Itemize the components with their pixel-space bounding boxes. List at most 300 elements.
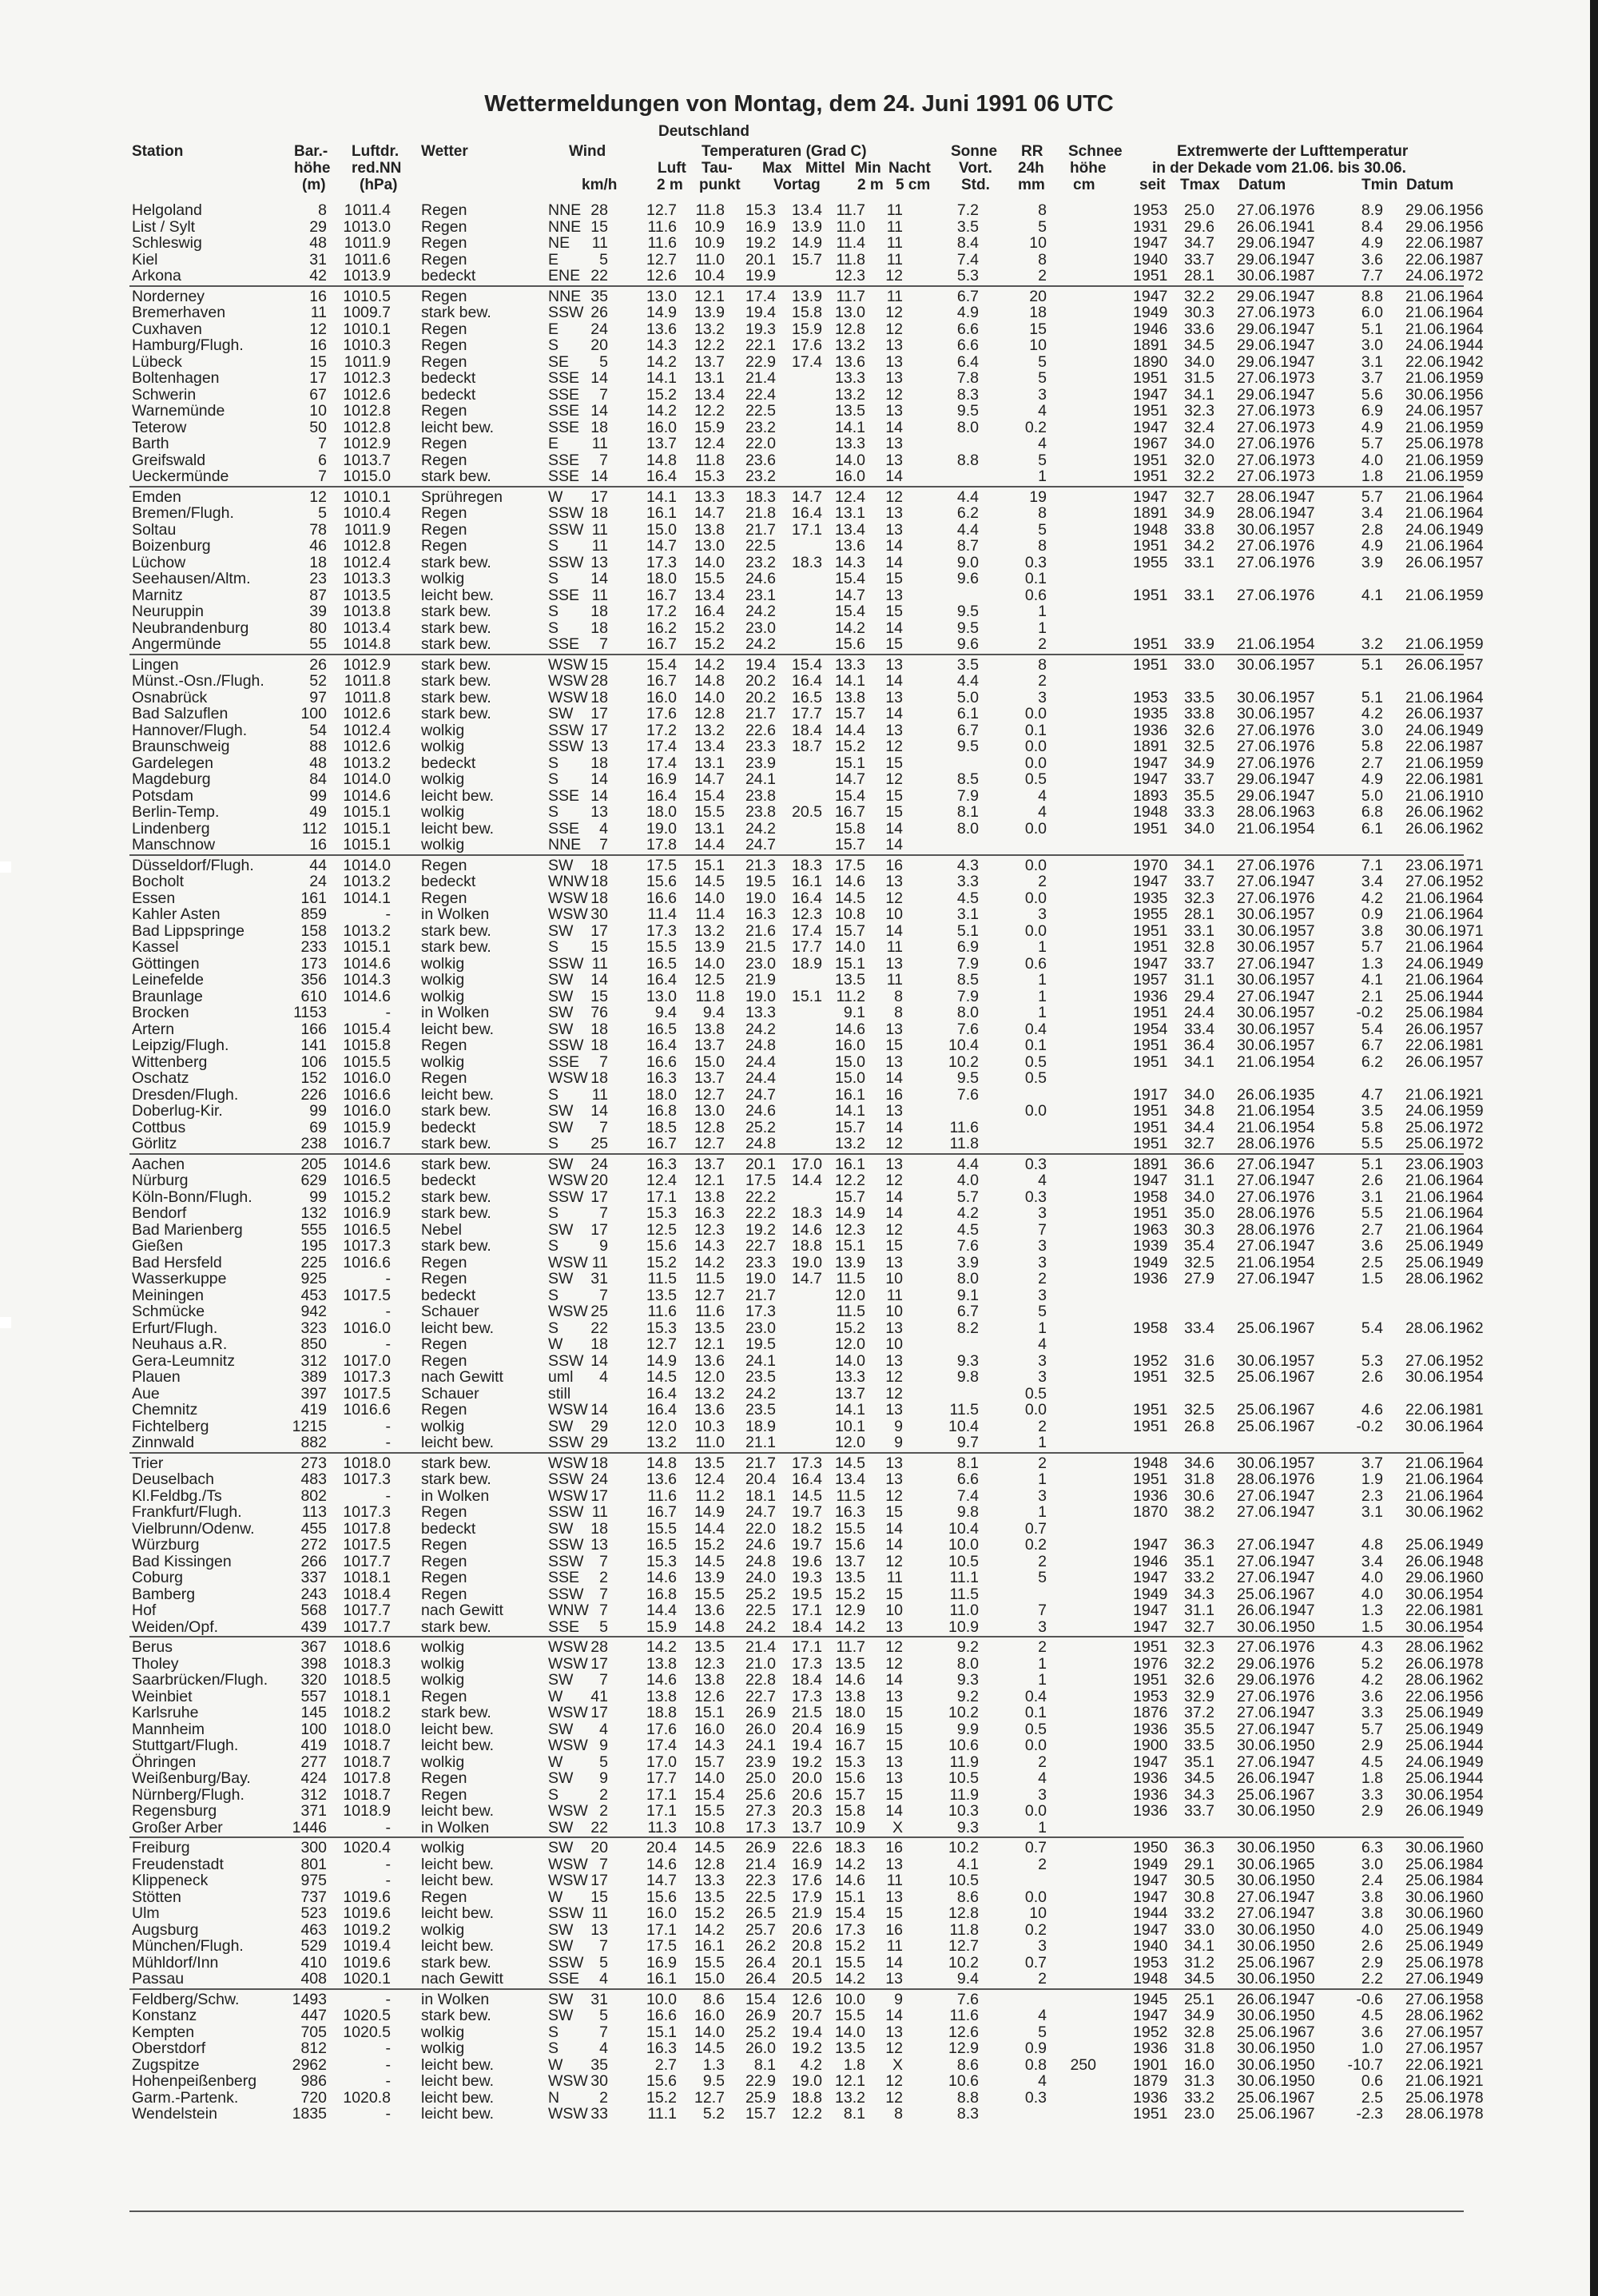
cell-luftdruck: 1019.4 — [343, 1937, 391, 1955]
cell-tmin: 4.0 — [1361, 1569, 1383, 1586]
cell-wind-dir: SW — [548, 2007, 574, 2024]
cell-nacht: 13 — [885, 1454, 903, 1472]
cell-luft: 14.8 — [646, 1454, 677, 1472]
cell-sonne: 11.6 — [949, 2007, 979, 2024]
cell-station: Deuselbach — [132, 1470, 214, 1488]
cell-wind-dir: SW — [548, 971, 574, 989]
cell-datum-max: 25.06.1967 — [1237, 1785, 1315, 1804]
cell-wind-kmh: 17 — [590, 1872, 608, 1889]
cell-max-vortag: 26.0 — [745, 2039, 776, 2057]
cell-wind-kmh: 17 — [590, 1704, 608, 1721]
cell-station: Manschnow — [132, 836, 216, 854]
cell-max-vortag: 13.3 — [745, 1004, 776, 1021]
cell-luft: 14.2 — [646, 352, 677, 371]
cell-seit: 1951 — [1133, 402, 1168, 420]
cell-tmax: 34.0 — [1184, 352, 1214, 371]
cell-max-vortag: 21.7 — [745, 705, 776, 722]
cell-nacht: 12 — [885, 1172, 903, 1189]
cell-luft: 16.7 — [646, 1503, 677, 1521]
cell-rr: 0.7 — [1024, 1839, 1047, 1856]
cell-min: 11.5 — [836, 1486, 865, 1505]
cell-nacht: 8 — [894, 1004, 903, 1021]
cell-wind-kmh: 9 — [599, 1737, 608, 1754]
cell-tmin: 2.7 — [1361, 1220, 1383, 1239]
cell-wind-dir: WSW — [548, 1704, 588, 1721]
cell-luftdruck: 1010.3 — [343, 336, 391, 354]
cell-datum-max: 29.06.1976 — [1237, 1654, 1315, 1673]
cell-wind-dir: WSW — [548, 1253, 588, 1271]
cell-seit: 1953 — [1133, 688, 1168, 706]
cell-tmin: 4.3 — [1361, 1638, 1383, 1656]
cell-taupunkt: 9.5 — [702, 2072, 725, 2090]
cell-wind-dir: SSW — [548, 1434, 584, 1451]
cell-bar-hoehe: 7 — [318, 468, 327, 485]
table-row — [0, 1353, 1590, 1369]
cell-sonne: 3.9 — [956, 1253, 979, 1271]
cell-taupunkt: 13.1 — [694, 754, 725, 772]
cell-wind-dir: S — [548, 2039, 559, 2057]
cell-wind-kmh: 15 — [590, 655, 608, 674]
cell-luftdruck: 1015.2 — [343, 1188, 391, 1206]
cell-datum-max: 30.06.1987 — [1237, 267, 1315, 285]
cell-taupunkt: 14.0 — [694, 1769, 725, 1787]
cell-wind-dir: SW — [548, 1220, 574, 1239]
cell-taupunkt: 13.5 — [694, 1638, 725, 1656]
cell-tmax: 31.8 — [1184, 1470, 1214, 1488]
cell-tmax: 32.3 — [1184, 889, 1214, 907]
group-separator — [129, 285, 1464, 287]
cell-seit: 1935 — [1133, 705, 1168, 722]
cell-min: 8.1 — [843, 2105, 865, 2123]
cell-rr: 0.0 — [1024, 1401, 1047, 1419]
cell-luft: 14.8 — [646, 451, 677, 469]
col-min-2: 2 m — [857, 177, 884, 193]
cell-sonne: 9.2 — [956, 1687, 979, 1705]
cell-wetter: wolkig — [421, 1671, 465, 1689]
cell-max-vortag: 26.4 — [745, 1970, 776, 1988]
table-row — [0, 873, 1590, 889]
cell-tmax: 33.3 — [1184, 803, 1214, 821]
cell-tmax: 34.3 — [1184, 1785, 1214, 1804]
cell-station: Mühldorf/Inn — [132, 1953, 219, 1972]
col-luft: Luft — [658, 160, 686, 177]
cell-seit: 1947 — [1133, 1569, 1168, 1586]
cell-datum-min: 30.06.1954 — [1405, 1618, 1484, 1636]
cell-taupunkt: 14.0 — [694, 954, 725, 973]
cell-bar-hoehe: 225 — [300, 1253, 327, 1271]
table-row — [0, 1840, 1590, 1856]
cell-nacht: 15 — [885, 1503, 903, 1521]
cell-bar-hoehe: 67 — [309, 385, 327, 404]
cell-sonne: 8.7 — [956, 537, 979, 555]
cell-wetter: wolkig — [421, 2039, 465, 2057]
cell-tmin: 3.8 — [1361, 1904, 1383, 1922]
cell-datum-min: 27.06.1952 — [1405, 873, 1484, 890]
cell-station: Cottbus — [132, 1118, 186, 1136]
cell-tmax: 32.6 — [1184, 721, 1214, 739]
cell-max-vortag: 21.3 — [745, 856, 776, 874]
cell-luft: 18.0 — [646, 803, 677, 821]
cell-wetter: stark bew. — [421, 1618, 491, 1636]
cell-wind-dir: S — [548, 1785, 559, 1804]
cell-bar-hoehe: 29 — [309, 217, 327, 236]
cell-luftdruck: 1014.6 — [343, 786, 391, 805]
cell-tmax: 36.6 — [1184, 1155, 1214, 1173]
cell-taupunkt: 15.4 — [694, 1785, 725, 1804]
cell-max-vortag: 22.5 — [745, 537, 776, 555]
table-row — [0, 1172, 1590, 1188]
cell-tmax: 32.0 — [1184, 451, 1214, 469]
cell-tmin: 2.7 — [1361, 754, 1383, 772]
cell-luft: 16.5 — [646, 1020, 677, 1038]
cell-tmin: 4.9 — [1361, 418, 1383, 436]
cell-tmin: 5.7 — [1361, 487, 1383, 506]
cell-taupunkt: 14.8 — [694, 1618, 725, 1636]
cell-datum-max: 27.06.1976 — [1237, 553, 1315, 571]
cell-wind-dir: SSW — [548, 1037, 584, 1054]
cell-sonne: 12.9 — [948, 2039, 979, 2057]
cell-mittel: 18.2 — [792, 1519, 822, 1538]
cell-rr: 0.0 — [1024, 819, 1047, 838]
cell-wind-dir: S — [548, 803, 559, 821]
group-separator — [129, 1636, 1464, 1637]
cell-bar-hoehe: 312 — [300, 1785, 327, 1804]
col-seit: seit — [1139, 177, 1166, 193]
table-row — [0, 468, 1590, 484]
cell-tmax: 32.5 — [1184, 1401, 1214, 1419]
cell-rr: 3 — [1038, 1351, 1047, 1370]
table-row — [0, 1103, 1590, 1119]
cell-rr: 3 — [1038, 1785, 1047, 1804]
table-row — [0, 1054, 1590, 1070]
cell-seit: 1963 — [1133, 1220, 1168, 1239]
cell-tmin: 4.0 — [1361, 451, 1383, 469]
cell-datum-min: 30.06.1954 — [1405, 1785, 1484, 1804]
col-wetter: Wetter — [421, 143, 468, 160]
cell-wetter: stark bew. — [421, 921, 491, 940]
cell-tmax: 26.8 — [1184, 1417, 1214, 1435]
cell-tmax: 32.8 — [1184, 2023, 1214, 2041]
cell-datum-max: 29.06.1947 — [1237, 786, 1315, 805]
cell-max-vortag: 24.2 — [745, 819, 776, 838]
cell-rr: 3 — [1038, 1368, 1047, 1386]
cell-wind-kmh: 14 — [590, 971, 608, 989]
cell-nacht: 15 — [885, 803, 903, 821]
cell-datum-max: 27.06.1947 — [1237, 1536, 1315, 1554]
cell-nacht: 14 — [885, 468, 903, 485]
cell-tmin: 3.4 — [1361, 873, 1383, 890]
cell-datum-max: 27.06.1947 — [1237, 873, 1315, 890]
cell-wind-kmh: 11 — [591, 234, 608, 252]
cell-tmax: 34.5 — [1184, 1769, 1214, 1787]
cell-luftdruck: 1018.4 — [343, 1585, 391, 1603]
cell-tmax: 33.1 — [1184, 586, 1214, 604]
cell-wind-dir: SW — [548, 1519, 574, 1538]
cell-wind-dir: S — [548, 570, 559, 587]
cell-bar-hoehe: 272 — [300, 1536, 327, 1554]
cell-station: Boizenburg — [132, 537, 211, 555]
table-row — [0, 1705, 1590, 1721]
cell-station: Frankfurt/Flugh. — [132, 1503, 242, 1521]
cell-rr: 0.9 — [1024, 2039, 1047, 2057]
cell-max-vortag: 25.2 — [745, 2023, 776, 2041]
cell-taupunkt: 5.2 — [702, 2105, 725, 2123]
cell-wetter: leicht bew. — [421, 586, 495, 604]
table-row — [0, 673, 1590, 689]
cell-nacht: 15 — [885, 1737, 903, 1754]
cell-datum-max: 29.06.1947 — [1237, 770, 1315, 788]
cell-max-vortag: 24.4 — [745, 1052, 776, 1071]
cell-max-vortag: 23.9 — [745, 1753, 776, 1771]
cell-wind-kmh: 18 — [590, 418, 608, 436]
cell-mittel: 18.7 — [792, 738, 822, 755]
cell-datum-min: 21.06.1921 — [1405, 1085, 1484, 1104]
cell-luftdruck: 1016.9 — [343, 1204, 391, 1222]
cell-bar-hoehe: 568 — [300, 1602, 327, 1619]
cell-max-vortag: 21.6 — [745, 921, 776, 940]
cell-mittel: 14.9 — [792, 234, 822, 252]
cell-luftdruck: 1011.8 — [344, 672, 391, 690]
cell-tmax: 25.0 — [1184, 201, 1214, 219]
cell-max-vortag: 20.2 — [745, 672, 776, 690]
cell-datum-max: 30.06.1950 — [1237, 1618, 1315, 1636]
cell-tmin: 3.4 — [1361, 504, 1383, 522]
cell-min: 14.5 — [835, 889, 865, 907]
cell-rr: 8 — [1038, 250, 1047, 269]
cell-datum-max: 27.06.1947 — [1237, 1486, 1315, 1505]
cell-tmax: 32.5 — [1184, 1253, 1214, 1271]
cell-max-vortag: 24.7 — [745, 1085, 776, 1104]
cell-station: Kassel — [132, 938, 179, 956]
cell-nacht: 15 — [885, 1904, 903, 1922]
cell-datum-min: 24.06.1972 — [1405, 267, 1484, 285]
cell-wind-kmh: 11 — [591, 1503, 608, 1521]
cell-bar-hoehe: 24 — [309, 873, 327, 890]
cell-mittel: 17.7 — [792, 938, 822, 956]
cell-max-vortag: 24.8 — [745, 1552, 776, 1570]
cell-wind-dir: WSW — [548, 889, 588, 907]
cell-bar-hoehe: 152 — [300, 1069, 327, 1087]
cell-min: 12.9 — [835, 1602, 865, 1619]
cell-bar-hoehe: 54 — [309, 721, 327, 739]
cell-wetter: leicht bew. — [421, 1020, 495, 1038]
cell-sonne: 8.5 — [956, 770, 979, 788]
cell-luftdruck: 1014.6 — [343, 987, 391, 1005]
cell-wind-kmh: 7 — [599, 1671, 608, 1689]
cell-luftdruck: 1014.0 — [343, 856, 391, 874]
cell-tmax: 36.4 — [1184, 1037, 1214, 1054]
cell-taupunkt: 13.8 — [694, 1020, 725, 1038]
cell-luftdruck: 1015.1 — [343, 938, 391, 956]
cell-min: 14.2 — [835, 619, 865, 637]
cell-taupunkt: 13.4 — [694, 738, 725, 755]
cell-station: Wendelstein — [132, 2105, 217, 2123]
cell-tmin: 7.1 — [1361, 856, 1383, 874]
cell-luft: 16.3 — [646, 1069, 677, 1087]
cell-wind-kmh: 17 — [590, 705, 608, 722]
cell-luft: 16.4 — [646, 468, 677, 485]
cell-wind-kmh: 5 — [599, 250, 608, 269]
cell-max-vortag: 18.9 — [745, 1417, 776, 1435]
cell-min: 10.9 — [835, 1818, 865, 1836]
cell-seit: 1951 — [1133, 537, 1168, 555]
cell-max-vortag: 21.7 — [745, 1286, 776, 1304]
cell-station: Greifswald — [132, 451, 206, 469]
cell-mittel: 20.5 — [792, 803, 822, 821]
cell-datum-min: 30.06.1960 — [1405, 1839, 1484, 1856]
cell-seit: 1936 — [1133, 1270, 1168, 1287]
cell-max-vortag: 22.0 — [745, 435, 776, 452]
cell-rr: 4 — [1038, 2072, 1047, 2090]
cell-seit: 1936 — [1133, 1720, 1168, 1738]
cell-luftdruck: - — [385, 1335, 391, 1353]
cell-luft: 17.3 — [646, 921, 677, 940]
cell-seit: 1967 — [1133, 435, 1168, 452]
cell-luft: 16.0 — [646, 1904, 677, 1922]
col-vortag: Vortag — [773, 177, 821, 193]
table-row — [0, 1820, 1590, 1836]
cell-min: 13.8 — [835, 1687, 865, 1705]
cell-luft: 18.8 — [646, 1704, 677, 1721]
cell-wind-dir: SSW — [548, 1904, 584, 1922]
cell-bar-hoehe: 15 — [309, 352, 327, 371]
cell-nacht: 14 — [885, 1671, 903, 1689]
cell-tmin: 2.9 — [1361, 1737, 1383, 1754]
cell-min: 15.3 — [835, 1753, 865, 1771]
cell-taupunkt: 12.7 — [694, 1085, 725, 1104]
cell-nacht: 13 — [885, 1618, 903, 1636]
cell-wetter: leicht bew. — [421, 1085, 495, 1104]
cell-datum-min: 25.06.1978 — [1405, 435, 1484, 452]
cell-tmin: 1.5 — [1361, 1270, 1383, 1287]
cell-station: Cuxhaven — [132, 320, 202, 338]
cell-sonne: 10.5 — [948, 1769, 979, 1787]
table-row — [0, 1455, 1590, 1471]
col-nacht-2: 5 cm — [896, 177, 931, 193]
cell-tmax: 16.0 — [1184, 2055, 1214, 2074]
cell-datum-max: 27.06.1976 — [1237, 1188, 1315, 1206]
cell-bar-hoehe: 463 — [300, 1920, 327, 1939]
page-title: Wettermeldungen von Montag, dem 24. Juni 1991 06 UTC — [484, 91, 1114, 117]
col-schnee-3: cm — [1073, 177, 1095, 193]
table-row — [0, 1856, 1590, 1872]
cell-max-vortag: 26.0 — [745, 1720, 776, 1738]
cell-bar-hoehe: 397 — [300, 1384, 327, 1403]
cell-wind-dir: W — [548, 1687, 563, 1705]
cell-wetter: leicht bew. — [421, 786, 495, 805]
cell-datum-min: 30.06.1964 — [1405, 1417, 1484, 1435]
cell-sonne: 4.4 — [956, 672, 979, 690]
cell-tmax: 30.8 — [1184, 1888, 1214, 1906]
cell-seit: 1935 — [1133, 889, 1168, 907]
cell-mittel: 20.5 — [792, 1970, 822, 1988]
cell-station: Köln-Bonn/Flugh. — [132, 1188, 252, 1206]
cell-luft: 11.6 — [647, 1303, 677, 1320]
cell-taupunkt: 14.0 — [694, 553, 725, 571]
cell-max-vortag: 27.3 — [745, 1802, 776, 1820]
cell-nacht: X — [892, 2055, 903, 2074]
cell-tmin: 3.5 — [1361, 1102, 1383, 1120]
cell-taupunkt: 13.5 — [694, 1454, 725, 1472]
cell-wetter: in Wolken — [421, 1486, 490, 1505]
cell-wind-kmh: 18 — [590, 504, 608, 522]
cell-max-vortag: 24.2 — [745, 1618, 776, 1636]
table-row — [0, 1156, 1590, 1172]
cell-bar-hoehe: 610 — [300, 987, 327, 1005]
cell-nacht: 11 — [886, 217, 903, 236]
cell-min: 15.7 — [835, 921, 865, 940]
cell-datum-min: 30.06.1954 — [1405, 1585, 1484, 1603]
cell-mittel: 19.7 — [792, 1536, 822, 1554]
cell-bar-hoehe: 389 — [300, 1368, 327, 1386]
cell-station: Großer Arber — [132, 1818, 223, 1836]
cell-nacht: 13 — [885, 586, 903, 604]
cell-station: Plauen — [132, 1368, 181, 1386]
cell-tmax: 32.5 — [1184, 1368, 1214, 1386]
cell-taupunkt: 14.0 — [694, 2023, 725, 2041]
cell-tmax: 28.1 — [1184, 267, 1214, 285]
cell-luftdruck: 1018.5 — [343, 1671, 391, 1689]
cell-mittel: 17.1 — [792, 520, 822, 539]
cell-tmax: 32.3 — [1184, 402, 1214, 420]
cell-station: Augsburg — [132, 1920, 199, 1939]
cell-wetter: leicht bew. — [421, 2088, 495, 2107]
cell-station: Lübeck — [132, 352, 182, 371]
cell-max-vortag: 22.3 — [745, 1872, 776, 1889]
cell-nacht: 10 — [885, 1270, 903, 1287]
cell-wind-kmh: 22 — [590, 1818, 608, 1836]
table-row — [0, 1787, 1590, 1803]
col-luftdr-3: (hPa) — [360, 177, 398, 193]
cell-wetter: nach Gewitt — [421, 1368, 503, 1386]
cell-wind-kmh: 11 — [591, 1253, 608, 1271]
table-row — [0, 1205, 1590, 1221]
cell-tmax: 36.3 — [1184, 1839, 1214, 1856]
cell-max-vortag: 21.4 — [745, 1855, 776, 1873]
table-row — [0, 1386, 1590, 1402]
cell-nacht: 15 — [885, 1237, 903, 1255]
cell-tmin: 7.7 — [1361, 267, 1383, 285]
cell-wind-dir: SW — [548, 1818, 574, 1836]
cell-wind-dir: S — [548, 603, 559, 620]
cell-max-vortag: 24.1 — [745, 1737, 776, 1754]
cell-wind-kmh: 2 — [599, 1785, 608, 1804]
cell-bar-hoehe: 166 — [300, 1020, 327, 1038]
cell-wind-dir: W — [548, 1888, 563, 1906]
cell-taupunkt: 13.9 — [694, 304, 725, 321]
cell-min: 14.2 — [835, 1855, 865, 1873]
cell-seit: 1951 — [1133, 1037, 1168, 1054]
cell-taupunkt: 15.1 — [694, 1704, 725, 1721]
cell-sonne: 10.4 — [948, 1417, 979, 1435]
cell-luftdruck: - — [385, 1872, 391, 1889]
cell-max-vortag: 22.1 — [745, 336, 776, 354]
cell-tmin: 3.8 — [1361, 1888, 1383, 1906]
cell-min: 15.2 — [835, 1585, 865, 1603]
cell-nacht: 12 — [885, 320, 903, 338]
table-row — [0, 1189, 1590, 1205]
cell-taupunkt: 10.9 — [694, 217, 725, 236]
cell-datum-max: 30.06.1957 — [1237, 971, 1315, 989]
table-row — [0, 1586, 1590, 1602]
cell-taupunkt: 14.0 — [694, 688, 725, 706]
cell-max-vortag: 26.9 — [745, 1839, 776, 1856]
cell-min: 16.0 — [835, 1037, 865, 1054]
cell-rr: 1 — [1038, 1434, 1047, 1451]
cell-luft: 13.0 — [646, 987, 677, 1005]
cell-max-vortag: 25.7 — [745, 1920, 776, 1939]
cell-station: Freudenstadt — [132, 1855, 224, 1873]
